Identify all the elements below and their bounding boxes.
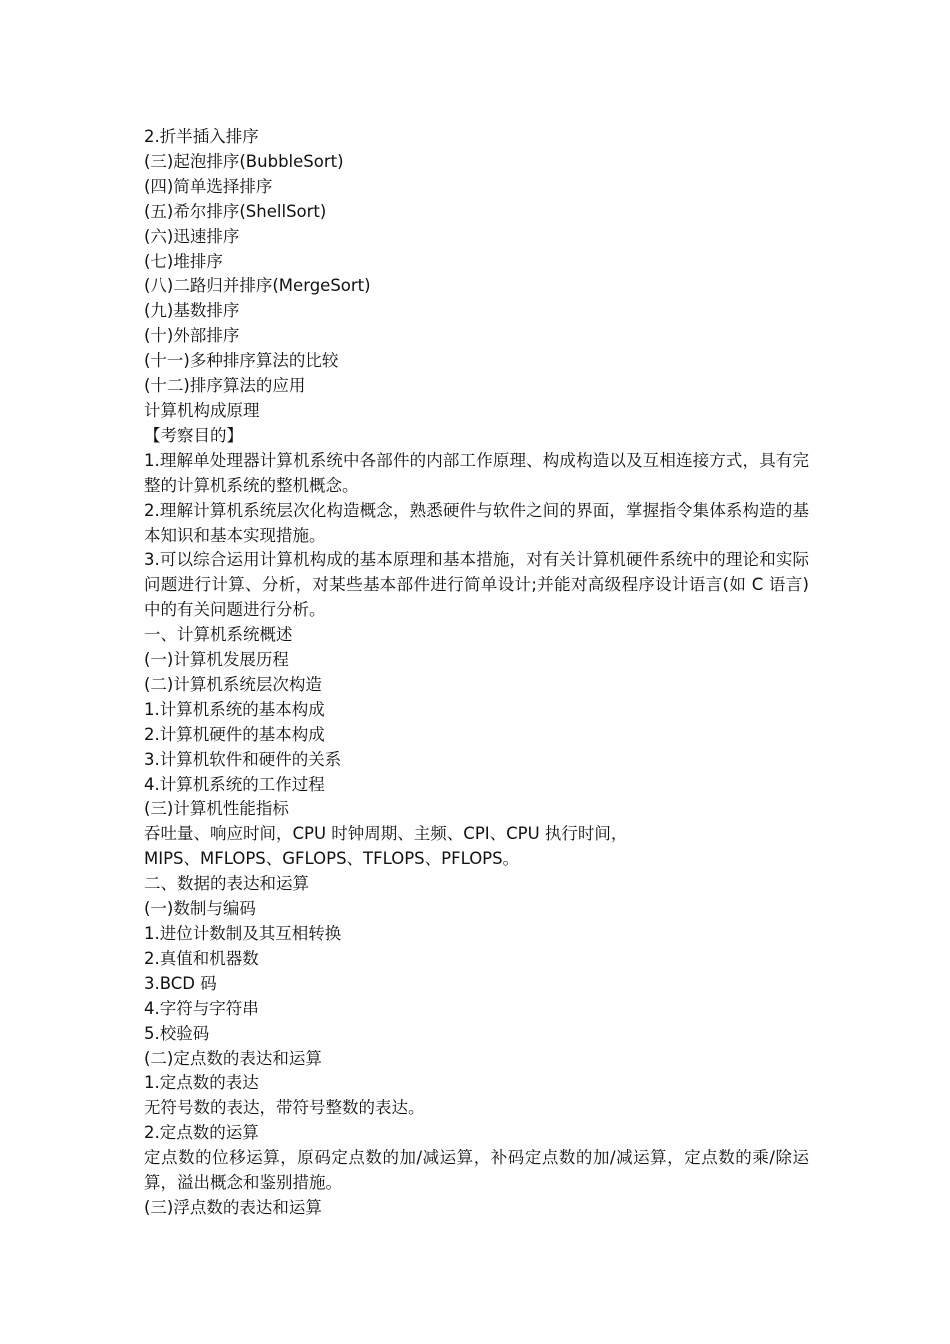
section-heading: (一)数制与编码 bbox=[144, 899, 256, 919]
chapter-heading: 二、数据的表达和运算 bbox=[144, 874, 309, 894]
section-heading: (八)二路归并排序(MergeSort) bbox=[144, 276, 371, 296]
subsection-heading: 4.字符与字符串 bbox=[144, 998, 259, 1018]
subsection-heading: 2.定点数的运算 bbox=[144, 1123, 259, 1143]
body-paragraph: 定点数的位移运算，原码定点数的加/减运算，补码定点数的加/减运算，定点数的乘/除运算，溢出概念和鉴别措施。 bbox=[144, 1148, 809, 1193]
section-heading: (九)基数排序 bbox=[144, 301, 240, 321]
body-text: 吞吐量、响应时间，CPU 时钟周期、主频、CPI、CPU 执行时间， bbox=[144, 824, 628, 844]
subsection-heading: 2.折半插入排序 bbox=[144, 127, 259, 146]
objectives-heading: 【考察目的】 bbox=[144, 425, 243, 445]
section-heading: (六)迅速排序 bbox=[144, 226, 240, 246]
course-title: 计算机构成原理 bbox=[144, 400, 260, 420]
body-text: 无符号数的表达，带符号整数的表达。 bbox=[144, 1098, 425, 1118]
subsection-heading: 1.进位计数制及其互相转换 bbox=[144, 924, 342, 943]
objective-paragraph: 3.可以综合运用计算机构成的基本原理和基本措施，对有关计算机硬件系统中的理论和实际问题进行计算、分析，对某些基本部件进行简单设计;并能对高级程序设计语言(如 C 语言)中的有关问题进行分析。 bbox=[144, 550, 809, 620]
subsection-heading: 1.定点数的表达 bbox=[144, 1073, 259, 1093]
section-heading: (十二)排序算法的应用 bbox=[144, 376, 306, 396]
section-heading: (二)计算机系统层次构造 bbox=[144, 674, 322, 694]
section-heading: (二)定点数的表达和运算 bbox=[144, 1048, 322, 1068]
section-heading: (四)简单选择排序 bbox=[144, 176, 273, 196]
section-heading: (三)起泡排序(BubbleSort) bbox=[144, 151, 344, 171]
section-heading: (十一)多种排序算法的比较 bbox=[144, 351, 339, 371]
section-heading: (七)堆排序 bbox=[144, 251, 223, 271]
section-heading: (十)外部排序 bbox=[144, 326, 240, 346]
body-text: MIPS、MFLOPS、GFLOPS、TFLOPS、PFLOPS。 bbox=[144, 849, 520, 869]
subsection-heading: 5.校验码 bbox=[144, 1023, 210, 1043]
objective-paragraph: 1.理解单处理器计算机系统中各部件的内部工作原理、构成构造以及互相连接方式，具有完整的计算机系统的整机概念。 bbox=[144, 450, 809, 495]
section-heading: (一)计算机发展历程 bbox=[144, 650, 289, 670]
subsection-heading: 3.计算机软件和硬件的关系 bbox=[144, 749, 342, 769]
chapter-heading: 一、计算机系统概述 bbox=[144, 625, 293, 645]
subsection-heading: 1.计算机系统的基本构成 bbox=[144, 699, 325, 719]
subsection-heading: 2.计算机硬件的基本构成 bbox=[144, 724, 325, 744]
objective-paragraph: 2.理解计算机系统层次化构造概念，熟悉硬件与软件之间的界面，掌握指令集体系构造的基本知识和基本实现措施。 bbox=[144, 500, 809, 545]
document-body bbox=[144, 125, 809, 1221]
subsection-heading: 3.BCD 码 bbox=[144, 973, 217, 993]
subsection-heading: 2.真值和机器数 bbox=[144, 948, 259, 968]
subsection-heading: 4.计算机系统的工作过程 bbox=[144, 774, 325, 794]
section-heading: (三)计算机性能指标 bbox=[144, 799, 289, 819]
section-heading: (五)希尔排序(ShellSort) bbox=[144, 201, 327, 221]
section-heading: (三)浮点数的表达和运算 bbox=[144, 1197, 322, 1217]
